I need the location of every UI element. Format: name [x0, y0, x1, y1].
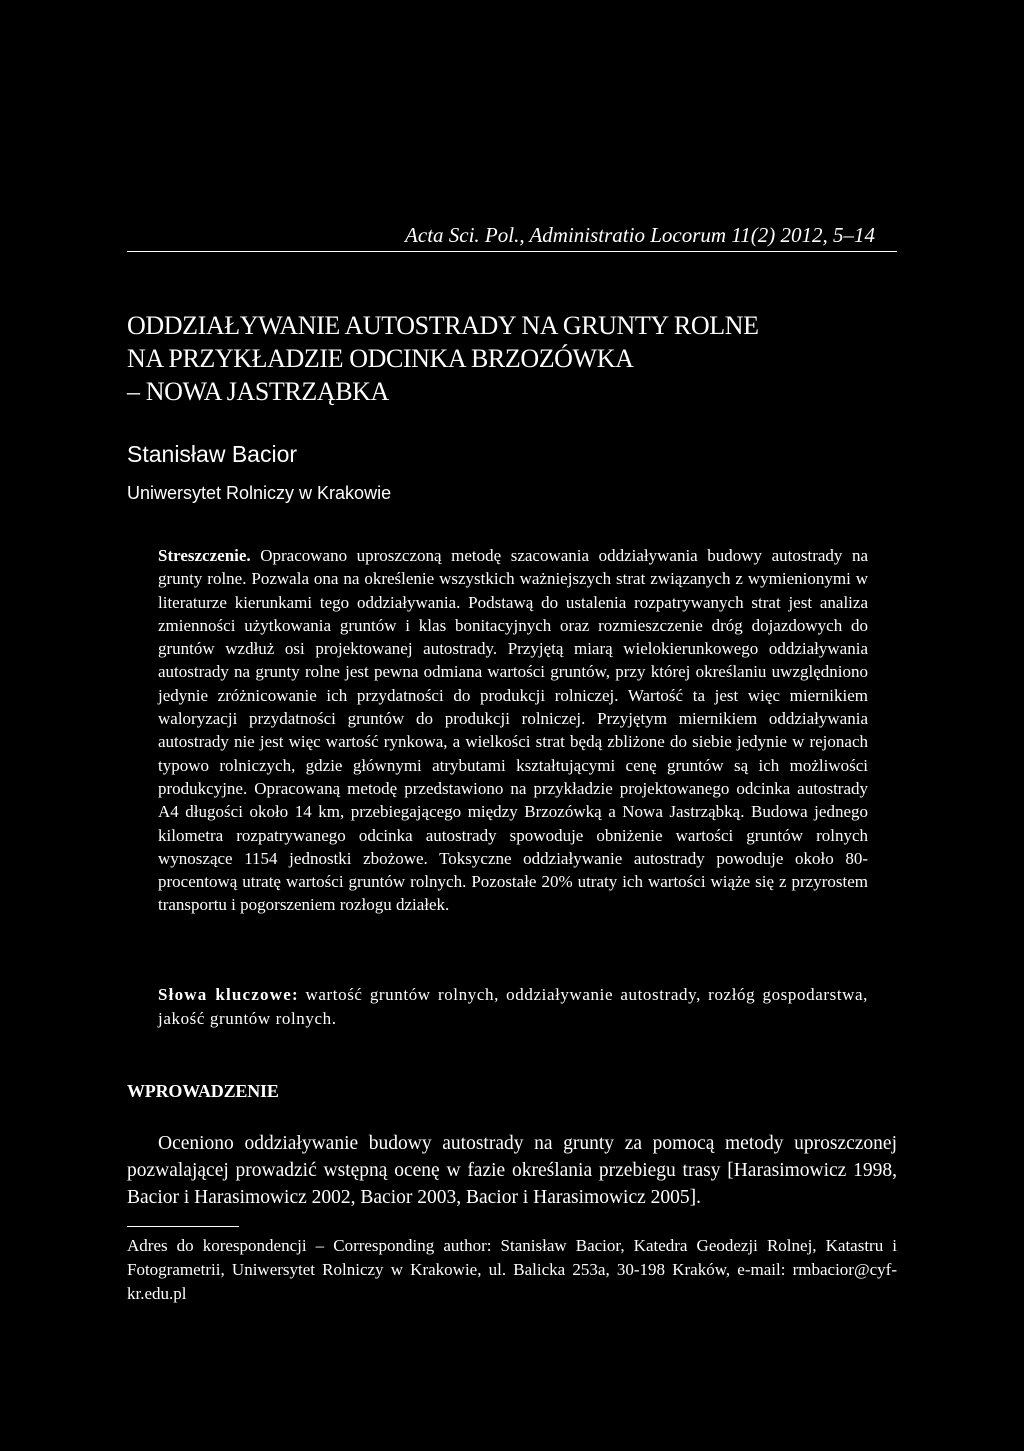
title-line: NA PRZYKŁADZIE ODCINKA BRZOZÓWKA: [127, 344, 634, 373]
keywords-text: wartość gruntów rolnych, oddziaływanie autostrady, rozłóg gospodarstwa, jakość gruntów rolnych.: [158, 985, 869, 1028]
author-affiliation: Uniwersytet Rolniczy w Krakowie: [127, 483, 392, 503]
abstract-text: Opracowano uproszczoną metodę szacowania oddziaływania budowy autostrady na grunty rolne. Pozwala ona na określenie wszystkich ważniejszych strat związanych z wymienionymi w literaturze kierunkami tego oddziaływania. Podstawą do ustalenia rozpatrywanych strat jest analiza zmienności użytkowania gruntów i klas bonitacyjnych oraz rozmieszczenie dróg dojazdowych do gruntów wzdłuż osi projektowanej autostrady. Przyjętą miarą wielokierunkowego oddziaływania autostrady na grunty rolne jest pewna odmiana wartości gruntów, przy której określaniu uwzględniono jedynie zróżnicowanie ich przydatności do produkcji rolniczej. Wartość ta jest więc miernikiem waloryzacji przydatności gruntów do produkcji rolniczej. Przyjętym miernikiem oddziaływania autostrady nie jest więc wartość rynkowa, a wielkości strat będą zbliżone do siebie jedynie w rejonach typowo rolniczych, gdzie głównymi atrybutami kształtującymi cenę gruntów są ich możliwości produkcyjne. Opracowaną metodę przedstawiono na przykładzie projektowanego odcinka autostrady A4 długości około 14 km, przebiegającego między Brzozówką a Nowa Jastrząbką. Budowa jednego kilometra rozpatrywanego odcinka autostrady spowoduje obniżenie wartości gruntów rolnych wynoszące 1154 jednostki zbożowe. Toksyczne oddziaływanie autostrady powoduje około 80-procentową utratę wartości gruntów rolnych. Pozostałe 20% utraty ich wartości wiąże się z przyrostem transportu i pogorszeniem rozłogu działek.: [158, 546, 868, 915]
title-line: ODDZIAŁYWANIE AUTOSTRADY NA GRUNTY ROLNE: [127, 311, 759, 340]
abstract: [158, 544, 868, 917]
author-name: Stanisław Bacior: [127, 441, 298, 467]
keywords-label: Słowa kluczowe:: [158, 985, 299, 1004]
correspondence-footnote: Adres do korespondencji – Corresponding author: Stanisław Bacior, Katedra Geodezji Rolnej, Katastru i Fotogrametrii, Uniwersytet Rolniczy w Krakowie, ul. Balicka 253a, 30-198 Kraków, e-mail: rmbacior@cyf-kr.edu.pl: [127, 1236, 897, 1303]
keywords: [158, 983, 868, 1031]
journal-header: [127, 221, 897, 252]
title-line: – NOWA JASTRZĄBKA: [127, 377, 389, 406]
abstract-label: Streszczenie.: [158, 546, 251, 565]
intro-paragraph: Oceniono oddziaływanie budowy autostrady na grunty za pomocą metody uproszczonej pozwalającej prowadzić wstępną ocenę w fazie określania przebiegu trasy [Harasimowicz 1998, Bacior i Harasimowicz 2002, Bacior 2003, Bacior i Harasimowicz 2005].: [127, 1133, 897, 1208]
article-title: [127, 309, 907, 408]
footnote-divider: [127, 1226, 239, 1227]
journal-reference: Acta Sci. Pol., Administratio Locorum 11(2) 2012, 5–14: [405, 223, 875, 247]
section-heading: WPROWADZENIE: [127, 1081, 279, 1101]
